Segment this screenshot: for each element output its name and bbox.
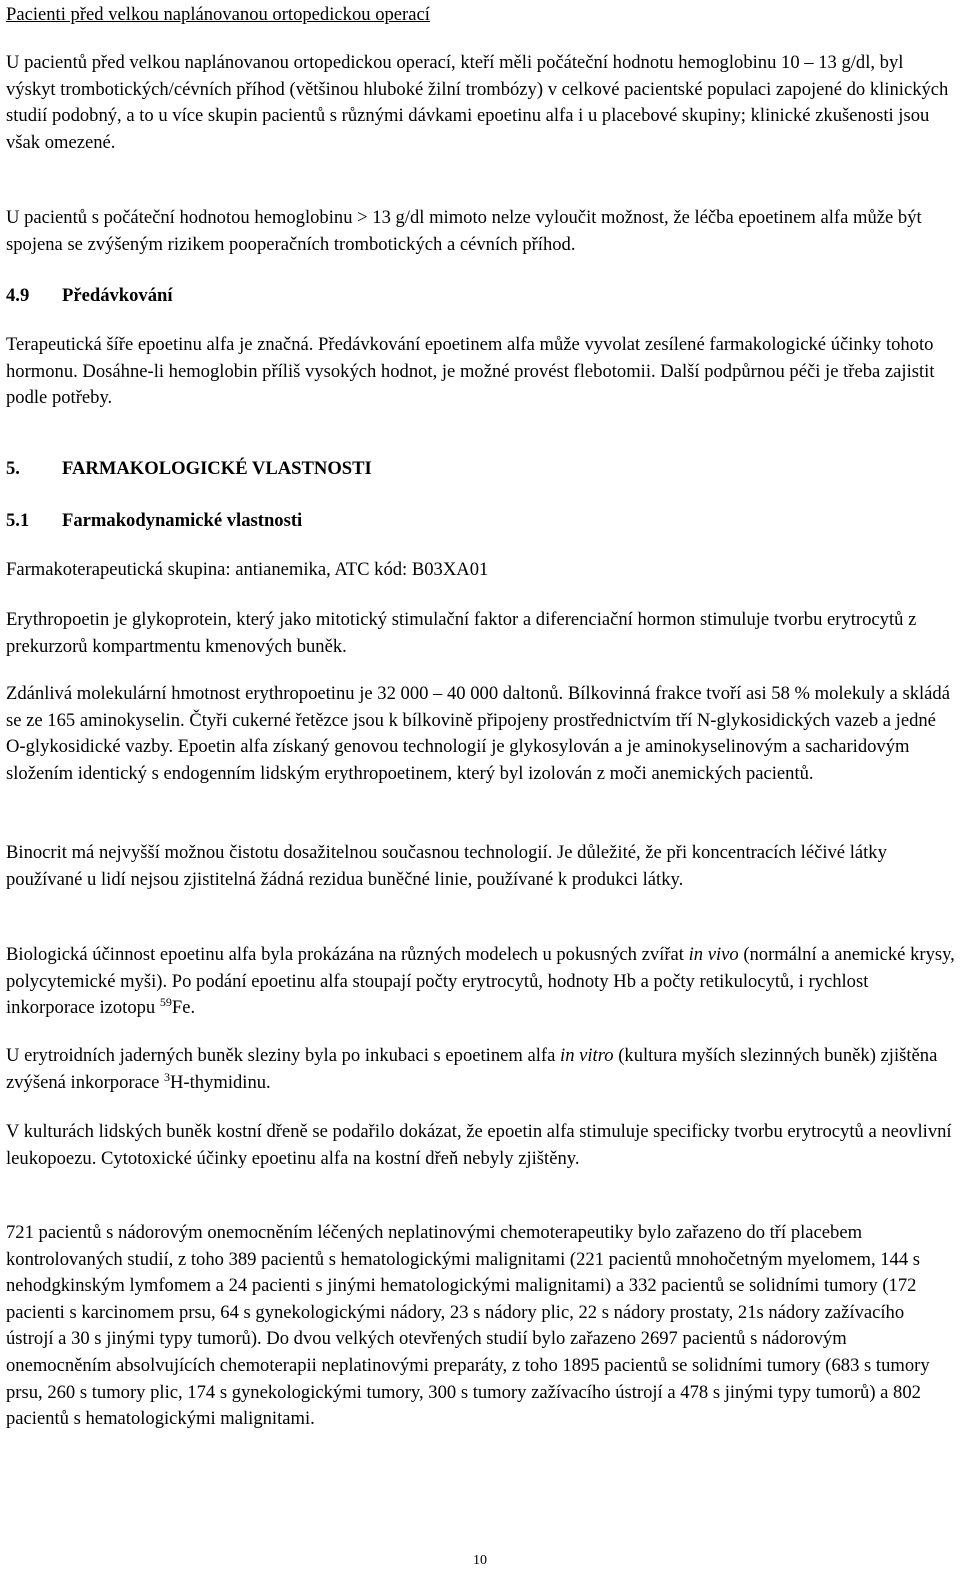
section-heading-5 (6, 456, 956, 483)
section-heading-5-1 (6, 508, 956, 535)
isotope-superscript: 3 (163, 1069, 170, 1084)
section-number: 5. (6, 458, 20, 479)
subheading-pred-operaci: Pacienti před velkou naplánovanou ortopedickou operací (6, 4, 430, 25)
italic-term: in vivo (688, 944, 739, 965)
text-run: U erytroidních jaderných buněk sleziny byla po inkubaci s epoetinem alfa (6, 1045, 561, 1066)
page-number: 10 (473, 1553, 487, 1568)
section-title: Předávkování (62, 285, 173, 306)
paragraph-erytroidni-bunky (6, 1043, 956, 1096)
paragraph-atc-kod: Farmakoterapeutická skupina: antianemika, ATC kód: B03XA01 (6, 559, 489, 580)
paragraph-studie-pacientu: 721 pacientů s nádorovým onemocněním léčených neplatinovými chemoterapeutiky bylo zařazeno do tří placebem kontrolovaných studií, z toho 389 pacientů s hematologickými malignitami (221 pacientů mnohočetným myelomem, 144 s nehodgkinským lymfomem a 24 pacienti s jinými hematologickými malignitami) a 332 pacientů se solidními tumory (172 pacienti s karcinomem prsu, 64 s gynekologickými nádory, 23 s nádory plic, 22 s nádory prostaty, 21s nádory zažívacího ústrojí a 30 s jinými typy tumorů). Do dvou velkých otevřených studií bylo zařazeno 2697 pacientů s nádorovým onemocněním absolvujících chemoterapii neplatinovými preparáty, z toho 1895 pacientů se solidními tumory (683 s tumory prsu, 260 s tumory plic, 174 s gynekologickými tumory, 300 s tumory zažívacího ústrojí a 478 s jinými typy tumorů) a 802 pacientů s hematologickými malignitami. (6, 1222, 930, 1430)
section-title: FARMAKOLOGICKÉ VLASTNOSTI (62, 458, 372, 479)
text-run: H-thymidinu. (169, 1071, 271, 1093)
section-number: 4.9 (6, 285, 30, 306)
section-title: Farmakodynamické vlastnosti (62, 510, 303, 531)
paragraph-kostni-dren: V kulturách lidských buněk kostní dřeně se podařilo dokázat, že epoetin alfa stimuluje specificky tvorbu erytrocytů a neovlivní leukopoezu. Cytotoxické účinky epoetinu alfa na kostní dřeň nebyly zjištěny. (6, 1121, 952, 1169)
text-run: (normální a anemické krysy, polycytemické myši). Po podání epoetinu alfa stoupají počty erytrocytů, hodnoty Hb a počty retikulocytů, i rychlost inkorporace izotopu (6, 944, 955, 1019)
paragraph-predavkovani: Terapeutická šíře epoetinu alfa je značná. Předávkování epoetinem alfa může vyvolat zesílené farmakologické účinky tohoto hormonu. Dosáhne-li hemoglobin příliš vysokých hodnot, je možné provést flebotomii. Další podpůrnou péči je třeba zajistit podle potřeby. (6, 334, 935, 409)
text-run: (kultura myších slezinných buněk) zjištěna zvýšená inkorporace (6, 1045, 938, 1093)
paragraph-operace-trombozy: U pacientů před velkou naplánovanou ortopedickou operací, kteří měli počáteční hodnotu hemoglobinu 10 – 13 g/dl, byl výskyt trombotických/cévních příhod (většinou hluboké žilní trombózy) v celkové pacientské populaci zapojené do klinických studií podobný, a to u více skupin pacientů s různými dávkami epoetinu alfa i u placebové skupiny; klinické zkušenosti jsou však omezené. (6, 52, 949, 153)
text-run: Fe. (171, 997, 196, 1019)
isotope-superscript: 59 (159, 995, 172, 1009)
italic-term: in vitro (560, 1045, 614, 1066)
paragraph-hemoglobin-riziko: U pacientů s počáteční hodnotou hemoglobinu > 13 g/dl mimoto nelze vyloučit možnost, že léčba epoetinem alfa může být spojena se zvýšeným rizikem pooperačních trombotických a cévních příhod. (6, 207, 922, 255)
section-number: 5.1 (6, 510, 30, 531)
paragraph-erythropoetin: Erythropoetin je glykoprotein, který jako mitotický stimulační faktor a diferenciační hormon stimuluje tvorbu erytrocytů z prekurzorů kompartmentu kmenových buněk. (6, 609, 917, 657)
text-run: Biologická účinnost epoetinu alfa byla prokázána na různých modelech u pokusných zvířat (6, 944, 689, 965)
paragraph-binocrit: Binocrit má nejvyšší možnou čistotu dosažitelnou současnou technologií. Je důležité, že při koncentracích léčivé látky používané u lidí nejsou zjistitelná žádná rezidua buněčné linie, používané k produkci látky. (6, 842, 887, 890)
paragraph-biologicka-ucinnost (6, 942, 956, 1022)
section-heading-4-9 (6, 283, 956, 310)
paragraph-molekularni-hmotnost: Zdánlivá molekulární hmotnost erythropoetinu je 32 000 – 40 000 daltonů. Bílkovinná frakce tvoří asi 58 % molekuly a skládá se ze 165 aminokyselin. Čtyři cukerné řetězce jsou k bílkovině připojeny prostřednictvím tří N-glykosidických vazeb a jedné O-glykosidické vazby. Epoetin alfa získaný genovou technologií je glykosylován a je aminokyselinovým a sacharidovým složením identický s endogenním lidským erythropoetinem, který byl izolován z moči anemických pacientů. (6, 683, 950, 784)
